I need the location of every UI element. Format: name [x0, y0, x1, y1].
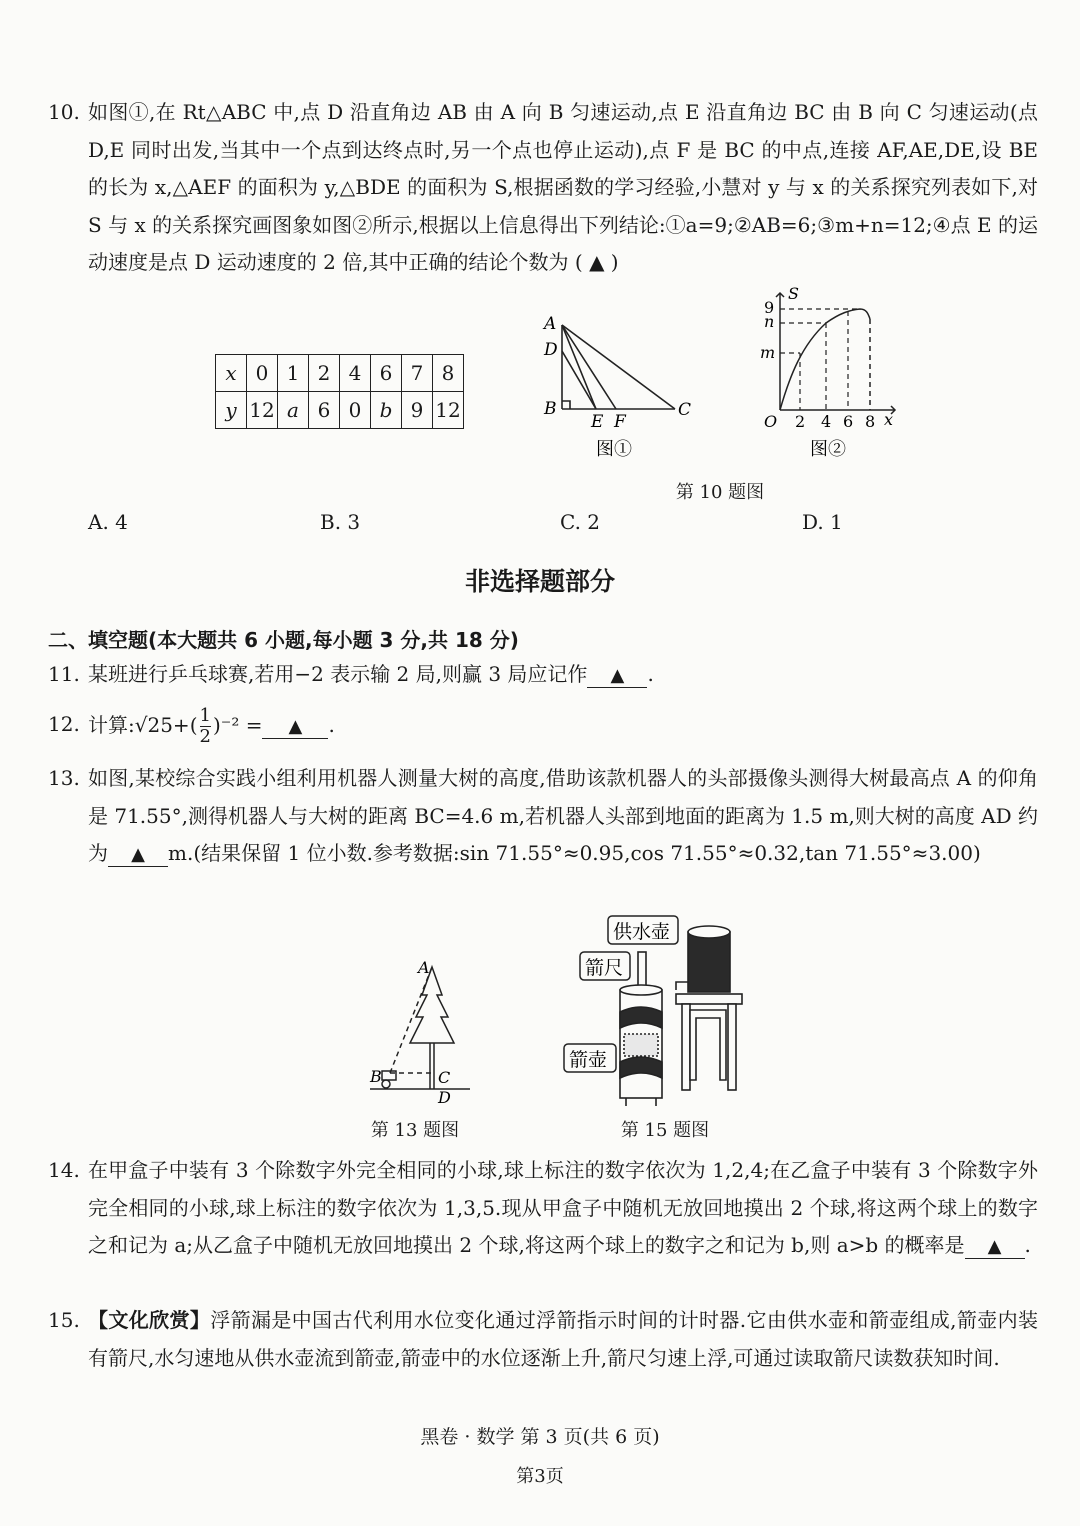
answer-blank: ▲ [262, 714, 328, 739]
table-cell: 7 [402, 355, 433, 392]
fig15-caption: 第 15 题图 [620, 1120, 710, 1141]
figure-2-graph [750, 285, 910, 465]
fig2-label-9: 9 [764, 298, 775, 317]
fig13-label-b: B [370, 1067, 382, 1086]
question-text-end: . [328, 713, 335, 737]
fig2-label-x: x [884, 410, 894, 429]
question-text: 如图,某校综合实践小组利用机器人测量大树的高度,借助该款机器人的头部摄像头测得大树最高点 A 的仰角是 71.55°,测得机器人与大树的距离 BC=4.6 m,若机器人头部到地面的距离为 1.5 m,则大树的高度 AD 约为 [88, 766, 1038, 865]
question-15 [48, 1302, 1038, 1377]
fig1-label-d: D [544, 340, 558, 360]
table-cell: a [278, 392, 309, 429]
fig2-label-m: m [760, 343, 776, 362]
table-cell: 12 [433, 392, 464, 429]
question-text-end: m.(结果保留 1 位小数.参考数据:sin 71.55°≈0.95,cos 71.55°≈0.32,tan 71.55°≈3.00) [168, 841, 981, 865]
answer-blank: ▲ [965, 1234, 1025, 1259]
culture-tag: 【文化欣赏】 [88, 1308, 211, 1332]
table-cell: 6 [309, 392, 340, 429]
table-cell: 1 [278, 355, 309, 392]
fig15-label-supply: 供水壶 [613, 921, 671, 943]
figure-13-tree [360, 955, 480, 1115]
fig2-label-s: S [788, 285, 799, 303]
section-title: 非选择题部分 [464, 567, 615, 596]
fig2-tick-2: 2 [795, 412, 806, 431]
table-cell: 6 [371, 355, 402, 392]
option-b: B. 3 [320, 510, 361, 534]
fig13-caption: 第 13 题图 [370, 1120, 460, 1141]
question-text: 在甲盒子中装有 3 个除数字外完全相同的小球,球上标注的数字依次为 1,2,4;在乙盒子中装有 3 个除数字外完全相同的小球,球上标注的数字依次为 1,3,5.现从甲盒子中随机无放回地摸出 2 个球,将这两个球上的数字之和记为 a;从乙盒子中随机无放回地摸出 2 个球,将这两个球上的数字之和记为 b,则 a>b 的概率是 [88, 1158, 1038, 1257]
fig13-label-d: D [438, 1088, 451, 1107]
question-13 [48, 760, 1038, 873]
figure-1-triangle [530, 305, 710, 465]
fig2-tick-8: 8 [865, 412, 876, 431]
table-cell: 12 [247, 392, 278, 429]
page-footer: 黑卷 · 数学 第 3 页(共 6 页) [420, 1426, 660, 1448]
table-cell: 8 [433, 355, 464, 392]
fig1-caption: 图① [596, 439, 632, 460]
table-row [216, 392, 464, 429]
fig2-caption: 图② [810, 439, 846, 460]
table-cell: 2 [309, 355, 340, 392]
question-number: 13. [48, 766, 80, 790]
figure-15-water-clock [560, 912, 760, 1114]
table-cell: b [371, 392, 402, 429]
fig1-label-b: B [544, 399, 557, 419]
fig1-label-c: C [678, 400, 692, 420]
question-text: 某班进行乒乓球赛,若用−2 表示输 2 局,则赢 3 局应记作 [88, 662, 588, 686]
fraction: $\frac{1}{2}$ [199, 705, 211, 747]
question-14 [48, 1152, 1038, 1265]
fig15-label-rod: 箭尺 [585, 957, 624, 979]
question-number: 12. [48, 712, 80, 736]
question-text: 计算:√25+( [88, 713, 198, 737]
question-text: 浮箭漏是中国古代利用水位变化通过浮箭指示时间的计时器.它由供水壶和箭壶组成,箭壶内装有箭尺,水匀速地从供水壶流到箭壶,箭壶中的水位逐渐上升,箭尺匀速上浮,可通过读取箭尺读数获知时间. [88, 1308, 1039, 1370]
fig1-label-a: A [544, 314, 557, 334]
table-cell: 0 [340, 392, 371, 429]
fig13-label-a: A [418, 958, 430, 977]
question-number: 15. [48, 1308, 80, 1332]
table-cell: 9 [402, 392, 433, 429]
fig13-label-c: C [438, 1068, 451, 1087]
exponent-text: )⁻² = [212, 713, 263, 737]
question-text-end: . [647, 662, 654, 686]
question-number: 11. [48, 662, 80, 686]
answer-blank: ▲ [587, 663, 647, 688]
question-number: 14. [48, 1158, 80, 1182]
table-cell: y [216, 392, 247, 429]
table-row [216, 355, 464, 392]
fig2-label-o: O [764, 412, 778, 431]
part-title: 二、填空题(本大题共 6 小题,每小题 3 分,共 18 分) [48, 628, 519, 652]
table-cell: 0 [247, 355, 278, 392]
page-number: 第3页 [516, 1466, 564, 1487]
question-11 [48, 656, 1038, 694]
question-text-end: . [1024, 1233, 1031, 1257]
question-12 [48, 706, 1038, 747]
question-number: 10. [48, 100, 80, 124]
option-d: D. 1 [802, 510, 843, 534]
q10-figure-caption: 第 10 题图 [675, 482, 765, 503]
fig1-label-f: F [614, 412, 626, 432]
question-10 [48, 94, 1038, 282]
fig2-tick-4: 4 [821, 412, 832, 431]
option-a: A. 4 [88, 510, 128, 534]
fig1-label-e: E [591, 412, 604, 432]
fig2-tick-6: 6 [843, 412, 854, 431]
table-cell: 4 [340, 355, 371, 392]
fig15-label-pot: 箭壶 [569, 1049, 608, 1071]
xy-table [215, 354, 464, 429]
question-text: 如图①,在 Rt△ABC 中,点 D 沿直角边 AB 由 A 向 B 匀速运动,点 E 沿直角边 BC 由 B 向 C 匀速运动(点 D,E 同时出发,当其中一个点到达终点时,另一个点也停止运动),点 F 是 BC 的中点,连接 AF,AE,DE,设 BE 的长为 x,△AEF 的面积为 y,△BDE 的面积为 S,根据函数的学习经验,小慧对 y 与 x 的关系探究列表如下,对 S 与 x 的关系探究画图象如图②所示,根据以上信息得出下列结论:①a=9;②AB=6;③m+n=12;④点 E 的运动速度是点 D 运动速度的 2 倍,其中正确的结论个数为 ( ▲ ) [88, 100, 1038, 274]
fig2-label-n: n [764, 312, 775, 331]
table-cell: x [216, 355, 247, 392]
option-c: C. 2 [560, 510, 601, 534]
answer-blank: ▲ [108, 842, 168, 867]
